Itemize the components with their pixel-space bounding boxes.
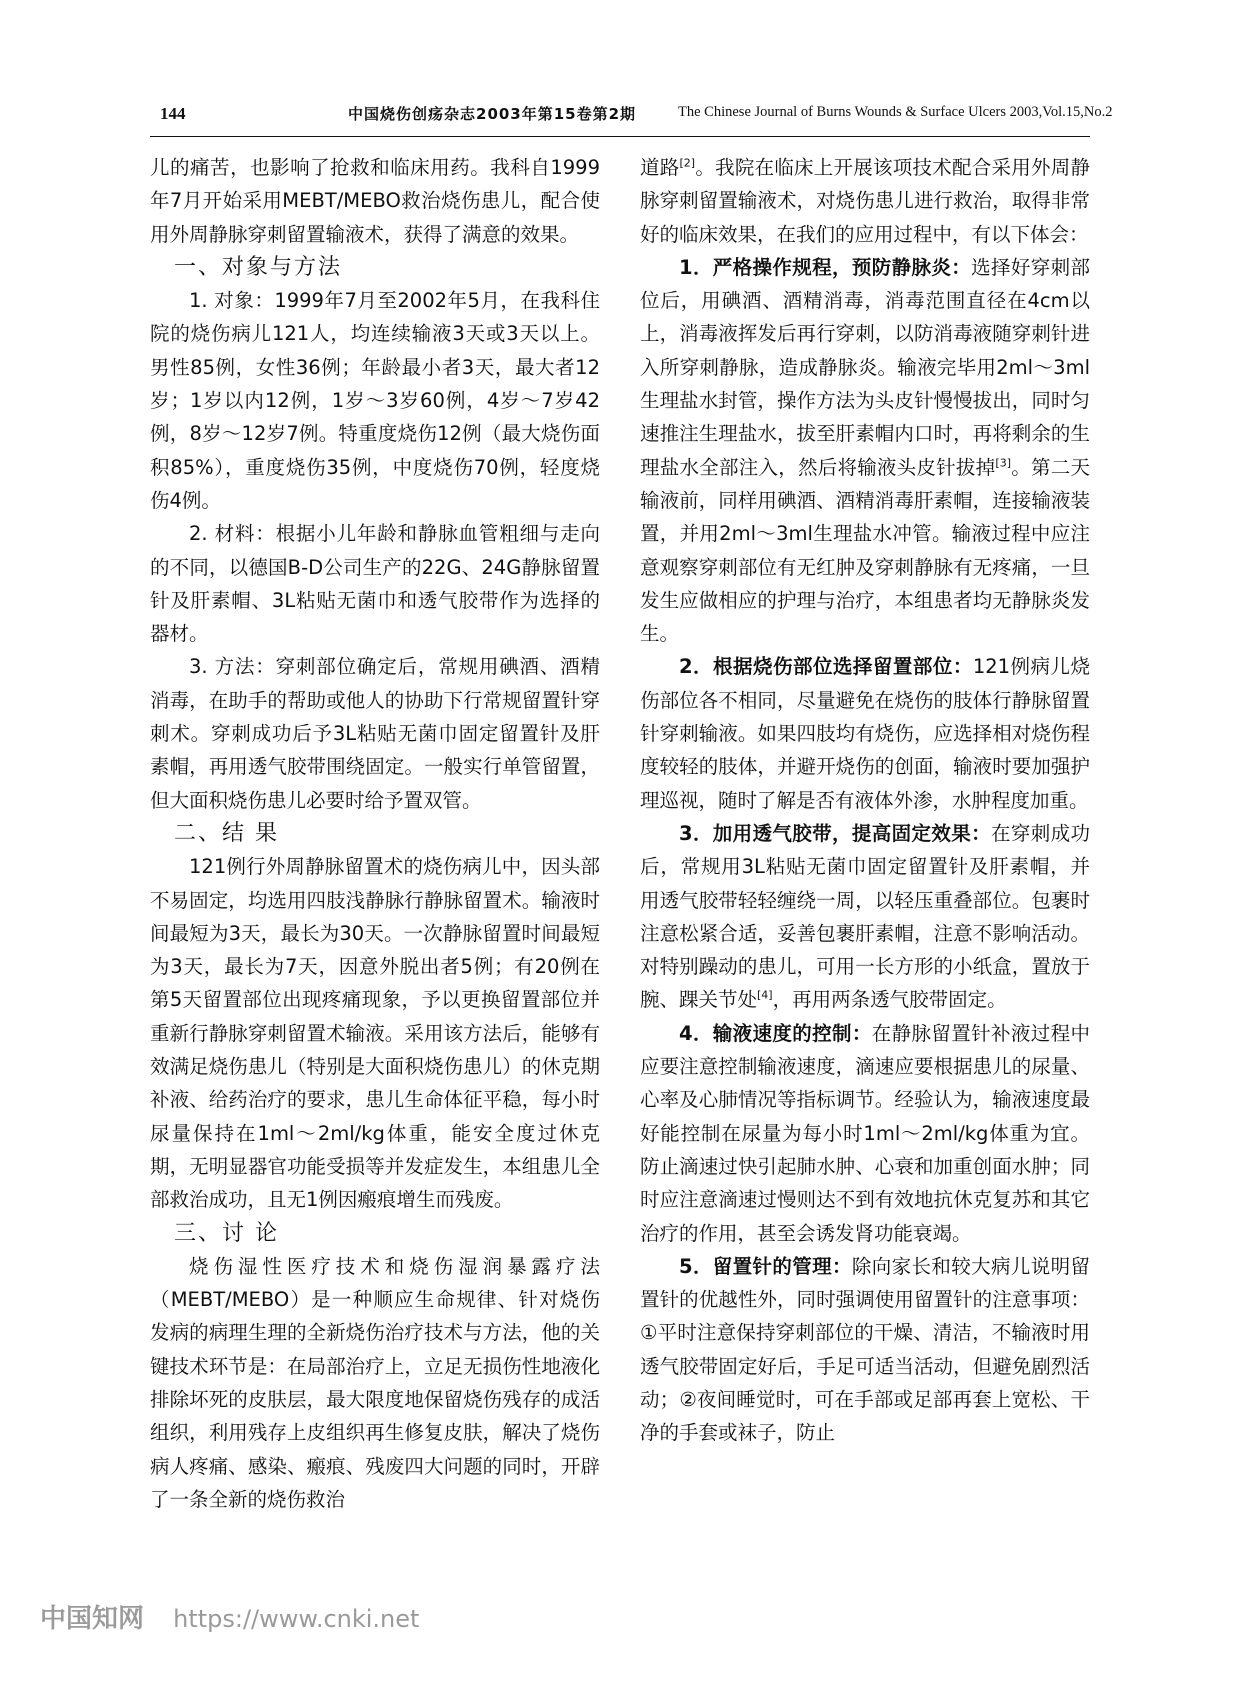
page-header xyxy=(0,100,1240,130)
materials-paragraph: 2. 材料：根据小儿年龄和静脉血管粗细与走向的不同，以德国B-D公司生产的22G、24G静脉留置针及肝素帽、3L粘贴无菌巾和透气胶带作为选择的器材。 xyxy=(150,522,600,646)
point-4-title: 4．输液速度的控制： xyxy=(679,1021,872,1045)
reference-3: [3] xyxy=(995,456,1011,470)
point-5-title: 5．留置针的管理： xyxy=(679,1254,852,1278)
header-rule xyxy=(150,136,1090,137)
continuation-paragraph xyxy=(640,151,1090,251)
point-3-text-b: ，再用两条透气胶带固定。 xyxy=(772,988,1007,1012)
discussion-paragraph: 烧伤湿性医疗技术和烧伤湿润暴露疗法（MEBT/MEBO）是一种顺应生命规律、针对烧伤发病的病理生理的全新烧伤治疗技术与方法，他的关键技术环节是：在局部治疗上，立足无损伤性地液化排除坏死的皮肤层，最大限度地保留烧伤残存的成活组织，利用残存上皮组织再生修复皮肤，解决了烧伤病人疼痛、感染、瘢痕、残废四大问题的同时，开辟了一条全新的烧伤救治 xyxy=(150,1254,600,1511)
point-3-text-a: 在穿刺成功后，常规用3L粘贴无菌巾固定留置针及肝素帽，并用透气胶带轻轻缠绕一周，以轻压重叠部位。包裹时注意松紧合适，妥善包裹肝素帽，注意不影响活动。对特别躁动的患儿，可用一长方形的小纸盒，置放于腕、踝关节处 xyxy=(640,821,1090,1012)
point-4-text: 在静脉留置针补液过程中应要注意控制输液速度，滴速应要根据患儿的尿量、心率及心肺情况等指标调节。经验认为，输液速度最好能控制在尿量为每小时1ml～2ml/kg体重为宜。防止滴速过快引起肺水肿、心衰和加重创面水肿；同时应注意滴速过慢则达不到有效地抗休克复苏和其它治疗的作用，甚至会诱发肾功能衰竭。 xyxy=(640,1021,1090,1245)
point-2-text: 121例病儿烧伤部位各不相同，尽量避免在烧伤的肢体行静脉留置针穿刺输液。如果四肢均有烧伤，应选择相对烧伤程度较轻的肢体，并避开烧伤的创面，输液时要加强护理巡视，随时了解是否有液体外渗，水肿程度加重。 xyxy=(640,655,1090,812)
section-heading-discussion: 三、讨 论 xyxy=(174,1220,279,1246)
point-1-paragraph xyxy=(640,251,1090,651)
results-paragraph: 121例行外周静脉留置术的烧伤病儿中，因头部不易固定，均选用四肢浅静脉行静脉留置术。输液时间最短为3天，最长为30天。一次静脉留置时间最短为3天，最长为7天，因意外脱出者5例；有20例在第5天留置部位出现疼痛现象，予以更换留置部位并重新行静脉穿刺留置术输液。采用该方法后，能够有效满足烧伤患儿（特别是大面积烧伤患儿）的休克期补液、给药治疗的要求，患儿生命体征平稳，每小时尿量保持在1ml～2ml/kg体重，能安全度过休克期，无明显器官功能受损等并发症发生，本组患儿全部救治成功，且无1例因瘢痕增生而残废。 xyxy=(150,855,600,1212)
continuation-text-rest: 。我院在临床上开展该项技术配合采用外周静脉穿刺留置输液术，对烧伤患儿进行救治，取得非常好的临床效果，在我们的应用过程中，有以下体会： xyxy=(640,156,1090,246)
intro-paragraph: 儿的痛苦，也影响了抢救和临床用药。我科自1999年7月开始采用MEBT/MEBO救治烧伤患儿，配合使用外周静脉穿刺留置输液术，获得了满意的效果。 xyxy=(150,156,600,246)
journal-title-en: The Chinese Journal of Burns Wounds & Surface Ulcers 2003,Vol.15,No.2 xyxy=(678,104,1113,120)
point-2-title: 2．根据烧伤部位选择留置部位： xyxy=(679,655,973,679)
point-3-title: 3．加用透气胶带，提高固定效果： xyxy=(679,821,991,845)
footer-watermark xyxy=(40,1598,419,1638)
point-5-paragraph xyxy=(640,1250,1090,1450)
section-heading-methods: 一、对象与方法 xyxy=(174,254,343,280)
objects-paragraph: 1. 对象：1999年7月至2002年5月，在我科住院的烧伤病儿121人，均连续输液3天或3天以上。男性85例，女性36例；年龄最小者3天，最大者12岁；1岁以内12例，1岁～3岁60例，4岁～7岁42例，8岁～12岁7例。特重度烧伤12例（最大烧伤面积85%），重度烧伤35例，中度烧伤70例，轻度烧伤4例。 xyxy=(150,289,600,512)
reference-4: [4] xyxy=(757,988,773,1002)
point-1-title: 1．严格操作规程，预防静脉炎： xyxy=(679,255,972,279)
reference-2: [2] xyxy=(679,156,696,170)
continuation-text: 道路 xyxy=(640,156,680,179)
page-number: 144 xyxy=(160,104,186,123)
point-3-paragraph xyxy=(640,817,1090,1017)
left-column xyxy=(150,151,600,1516)
point-5-text: 除向家长和较大病儿说明留置针的优越性外，同时强调使用留置针的注意事项：①平时注意保持穿刺部位的干燥、清洁，不输液时用透气胶带固定好后，手足可适当活动，但避免剧烈活动；②夜间睡觉时，可在手部或足部再套上宽松、干净的手套或袜子，防止 xyxy=(640,1254,1090,1445)
right-column xyxy=(640,151,1090,1450)
point-1-text-a: 选择好穿刺部位后，用碘酒、酒精消毒，消毒范围直径在4cm以上，消毒液挥发后再行穿刺，以防消毒液随穿刺针进入所穿刺静脉，造成静脉炎。输液完毕用2ml～3ml生理盐水封管，操作方法为头皮针慢慢拔出，同时匀速推注生理盐水，拔至肝素帽内口时，再将剩余的生理盐水全部注入，然后将输液头皮针拔掉 xyxy=(640,255,1090,479)
method-paragraph: 3. 方法：穿刺部位确定后，常规用碘酒、酒精消毒，在助手的帮助或他人的协助下行常规留置针穿刺术。穿刺成功后予3L粘贴无菌巾固定留置针及肝素帽，再用透气胶带围绕固定。一般实行单管留置，但大面积烧伤患儿必要时给予置双管。 xyxy=(150,655,600,812)
cnki-url-link[interactable]: https://www.cnki.net xyxy=(173,1605,420,1633)
section-heading-results: 二、结 果 xyxy=(174,820,279,846)
point-1-text-b: 。第二天输液前，同样用碘酒、酒精消毒肝素帽，连接输液装置，并用2ml～3ml生理盐水冲管。输液过程中应注意观察穿刺部位有无红肿及穿刺静脉有无疼痛，一旦发生应做相应的护理与治疗，本组患者均无静脉炎发生。 xyxy=(640,455,1090,646)
point-2-paragraph xyxy=(640,650,1090,816)
journal-title-cn: 中国烧伤创疡杂志2003年第15卷第2期 xyxy=(348,105,637,123)
cnki-logo: 中国知网 xyxy=(40,1604,145,1634)
point-4-paragraph xyxy=(640,1017,1090,1250)
